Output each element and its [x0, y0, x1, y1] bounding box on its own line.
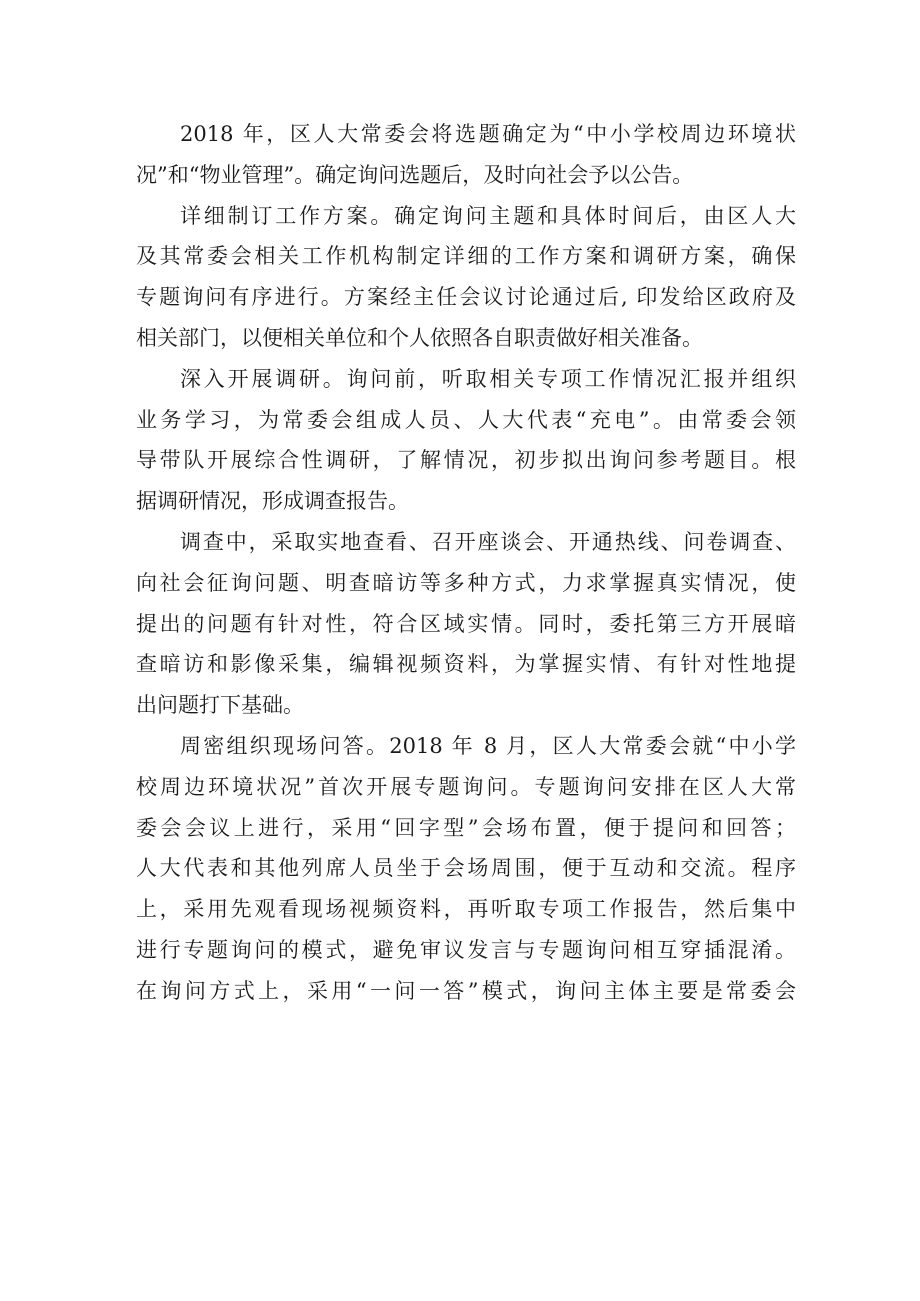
document-body: [136, 114, 796, 1012]
text-line: 查暗访和影像采集，编辑视频资料，为掌握实情、有针对性地提: [136, 652, 796, 677]
text-line: 业务学习，为常委会组成人员、人大代表“充电”。由常委会领: [136, 407, 796, 432]
text-line: 导带队开展综合性调研，了解情况，初步拟出询问参考题目。根: [136, 448, 796, 473]
paragraph-investigation: [136, 522, 796, 726]
text-line: 深入开展调研。询问前，听取相关专项工作情况汇报并组织: [180, 366, 796, 391]
text-line: 详细制订工作方案。确定询问主题和具体时间后，由区人大: [180, 203, 796, 228]
text-line: 人大代表和其他列席人员坐于会场周围，便于互动和交流。程序: [136, 856, 796, 881]
paragraph-research: [136, 359, 796, 522]
text-line: 在询问方式上，采用“一问一答”模式，询问主体主要是常委会: [136, 978, 796, 1003]
text-line: 周密组织现场问答。2018 年 8 月，区人大常委会就“中小学: [180, 733, 796, 758]
text-line: 及其常委会相关工作机构制定详细的工作方案和调研方案，确保: [136, 244, 796, 269]
text-line: 上，采用先观看现场视频资料，再听取专项工作报告，然后集中: [136, 897, 796, 922]
text-line: 出问题打下基础。: [136, 693, 304, 718]
paragraph-work-plan: [136, 196, 796, 359]
text-line: 委会会议上进行，采用“回字型”会场布置，便于提问和回答；: [136, 815, 796, 840]
text-line: 据调研情况，形成调查报告。: [136, 489, 409, 514]
text-line: 况”和“物业管理”。确定询问选题后，及时向社会予以公告。: [136, 162, 694, 187]
text-line: 提出的问题有针对性，符合区域实情。同时，委托第三方开展暗: [136, 611, 796, 636]
paragraph-onsite-qa: [136, 726, 796, 1012]
paragraph-topic-selection: [136, 114, 796, 196]
text-line: 向社会征询问题、明查暗访等多种方式，力求掌握真实情况，使: [136, 570, 796, 595]
text-line: 专题询问有序进行。方案经主任会议讨论通过后, 印发给区政府及: [136, 285, 796, 310]
text-line: 进行专题询问的模式，避免审议发言与专题询问相互穿插混淆。: [136, 937, 796, 962]
text-line: 校周边环境状况”首次开展专题询问。专题询问安排在区人大常: [136, 774, 796, 799]
text-line: 2018 年，区人大常委会将选题确定为“中小学校周边环境状: [180, 122, 796, 146]
text-line: 相关部门，以便相关单位和个人依照各自职责做好相关准备。: [136, 325, 703, 350]
text-line: 调查中，采取实地查看、召开座谈会、开通热线、问卷调查、: [180, 529, 796, 554]
